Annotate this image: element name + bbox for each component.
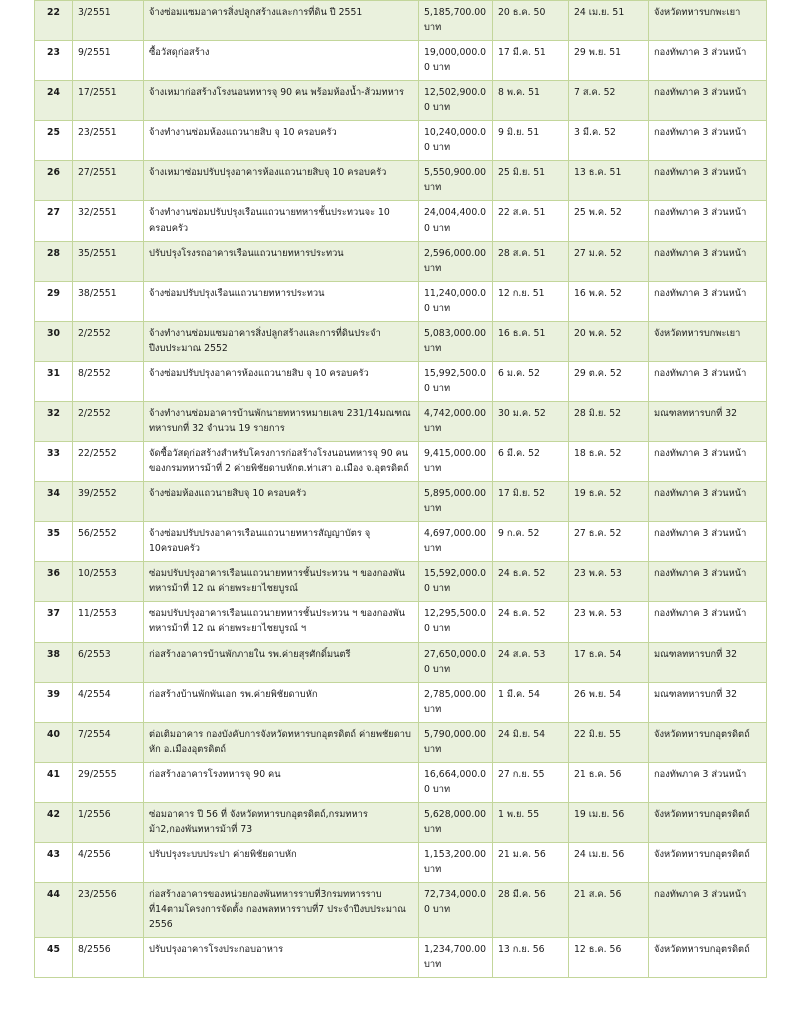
cell-description: ก่อสร้างอาคารบ้านพักภายใน รพ.ค่ายสุรศักดิ์มนตรี [144,642,419,682]
cell-end-date: 19 เม.ย. 56 [569,802,649,842]
table-row [35,281,767,321]
cell-start-date: 6 มี.ค. 52 [493,442,569,482]
cell-end-date: 16 พ.ค. 52 [569,281,649,321]
cell-row-number: 40 [35,722,73,762]
cell-start-date: 28 ส.ค. 51 [493,241,569,281]
cell-description: ปรับปรุงโรงรถอาคารเรือนแถวนายทหารประทวน [144,241,419,281]
table-row [35,802,767,842]
table-row [35,562,767,602]
table-row [35,602,767,642]
cell-end-date: 20 พ.ค. 52 [569,321,649,361]
cell-organization: กองทัพภาค 3 ส่วนหน้า [649,241,767,281]
cell-end-date: 25 พ.ค. 52 [569,201,649,241]
cell-amount: 15,992,500.00 บาท [419,361,493,401]
cell-contract-number: 7/2554 [73,722,144,762]
cell-organization: กองทัพภาค 3 ส่วนหน้า [649,602,767,642]
cell-start-date: 17 มิ.ย. 52 [493,482,569,522]
cell-row-number: 39 [35,682,73,722]
cell-row-number: 44 [35,883,73,938]
cell-contract-number: 32/2551 [73,201,144,241]
cell-organization: กองทัพภาค 3 ส่วนหน้า [649,201,767,241]
cell-contract-number: 4/2554 [73,682,144,722]
table-row [35,522,767,562]
cell-contract-number: 10/2553 [73,562,144,602]
cell-contract-number: 3/2551 [73,1,144,41]
cell-description: ซ่อมอาคาร ปี 56 ที่ จังหวัดทหารบกอุตรดิตถ์,กรมทหารม้า2,กองพันทหารม้าที่ 73 [144,802,419,842]
cell-end-date: 23 พ.ค. 53 [569,562,649,602]
table-row [35,482,767,522]
cell-description: ก่อสร้างบ้านพักพันเอก รพ.ค่ายพิชัยดาบหัก [144,682,419,722]
cell-contract-number: 11/2553 [73,602,144,642]
cell-amount: 19,000,000.00 บาท [419,41,493,81]
table-row [35,161,767,201]
cell-row-number: 43 [35,842,73,882]
cell-amount: 5,083,000.00 บาท [419,321,493,361]
cell-amount: 12,295,500.00 บาท [419,602,493,642]
cell-contract-number: 23/2551 [73,121,144,161]
cell-row-number: 42 [35,802,73,842]
cell-contract-number: 2/2552 [73,401,144,441]
cell-start-date: 28 มี.ค. 56 [493,883,569,938]
table-row [35,361,767,401]
cell-start-date: 1 มี.ค. 54 [493,682,569,722]
cell-contract-number: 4/2556 [73,842,144,882]
table-row [35,241,767,281]
cell-start-date: 20 ธ.ค. 50 [493,1,569,41]
table-body [35,1,767,978]
cell-amount: 1,153,200.00 บาท [419,842,493,882]
cell-organization: มณฑลทหารบกที่ 32 [649,401,767,441]
table-row [35,682,767,722]
cell-end-date: 28 มิ.ย. 52 [569,401,649,441]
cell-amount: 15,592,000.00 บาท [419,562,493,602]
cell-end-date: 21 ส.ค. 56 [569,883,649,938]
cell-description: จ้างซ่อมแซมอาคารสิ่งปลูกสร้างและการที่ดิน ปี 2551 [144,1,419,41]
cell-amount: 5,790,000.00 บาท [419,722,493,762]
cell-contract-number: 9/2551 [73,41,144,81]
cell-end-date: 19 ธ.ค. 52 [569,482,649,522]
cell-end-date: 7 ส.ค. 52 [569,81,649,121]
cell-organization: กองทัพภาค 3 ส่วนหน้า [649,121,767,161]
cell-row-number: 41 [35,762,73,802]
cell-amount: 12,502,900.00 บาท [419,81,493,121]
cell-end-date: 21 ธ.ค. 56 [569,762,649,802]
cell-start-date: 6 ม.ค. 52 [493,361,569,401]
cell-start-date: 27 ก.ย. 55 [493,762,569,802]
table-row [35,1,767,41]
cell-row-number: 45 [35,938,73,978]
cell-end-date: 24 เม.ย. 56 [569,842,649,882]
cell-row-number: 23 [35,41,73,81]
cell-organization: กองทัพภาค 3 ส่วนหน้า [649,281,767,321]
cell-amount: 5,185,700.00 บาท [419,1,493,41]
cell-row-number: 37 [35,602,73,642]
cell-amount: 9,415,000.00 บาท [419,442,493,482]
cell-start-date: 25 มิ.ย. 51 [493,161,569,201]
cell-end-date: 12 ธ.ค. 56 [569,938,649,978]
cell-contract-number: 29/2555 [73,762,144,802]
cell-contract-number: 8/2556 [73,938,144,978]
cell-contract-number: 56/2552 [73,522,144,562]
cell-amount: 2,785,000.00 บาท [419,682,493,722]
cell-row-number: 25 [35,121,73,161]
cell-start-date: 13 ก.ย. 56 [493,938,569,978]
cell-row-number: 29 [35,281,73,321]
table-row [35,401,767,441]
cell-start-date: 8 พ.ค. 51 [493,81,569,121]
cell-start-date: 12 ก.ย. 51 [493,281,569,321]
cell-end-date: 3 มี.ค. 52 [569,121,649,161]
cell-organization: กองทัพภาค 3 ส่วนหน้า [649,442,767,482]
table-row [35,938,767,978]
cell-organization: กองทัพภาค 3 ส่วนหน้า [649,41,767,81]
cell-start-date: 22 ส.ค. 51 [493,201,569,241]
procurement-contract-table [34,0,767,978]
cell-start-date: 9 ก.ค. 52 [493,522,569,562]
cell-start-date: 1 พ.ย. 55 [493,802,569,842]
cell-end-date: 29 ต.ค. 52 [569,361,649,401]
cell-description: ปรับปรุงอาคารโรงประกอบอาหาร [144,938,419,978]
table-row [35,321,767,361]
cell-row-number: 24 [35,81,73,121]
cell-row-number: 22 [35,1,73,41]
cell-row-number: 28 [35,241,73,281]
cell-start-date: 21 ม.ค. 56 [493,842,569,882]
cell-end-date: 17 ธ.ค. 54 [569,642,649,682]
cell-contract-number: 8/2552 [73,361,144,401]
cell-organization: จังหวัดทหารบกอุตรดิตถ์ [649,938,767,978]
cell-row-number: 30 [35,321,73,361]
cell-description: จ้างซ่อมปรับปรุงอาคารห้องแถวนายสิบ จุ 10 ครอบครัว [144,361,419,401]
cell-row-number: 27 [35,201,73,241]
cell-contract-number: 2/2552 [73,321,144,361]
cell-contract-number: 23/2556 [73,883,144,938]
table-row [35,201,767,241]
cell-organization: มณฑลทหารบกที่ 32 [649,642,767,682]
cell-start-date: 9 มิ.ย. 51 [493,121,569,161]
cell-row-number: 36 [35,562,73,602]
cell-contract-number: 17/2551 [73,81,144,121]
cell-description: ปรับปรุงระบบประปา ค่ายพิชัยดาบหัก [144,842,419,882]
cell-contract-number: 35/2551 [73,241,144,281]
cell-row-number: 38 [35,642,73,682]
table-row [35,722,767,762]
cell-start-date: 24 ส.ค. 53 [493,642,569,682]
cell-contract-number: 27/2551 [73,161,144,201]
cell-row-number: 33 [35,442,73,482]
cell-description: ซื้อวัสดุก่อสร้าง [144,41,419,81]
cell-description: จ้างทำงานซ่อมอาคารบ้านพักนายทหารหมายเลข 231/14มณฑณทหารบกที่ 32 จำนวน 19 รายการ [144,401,419,441]
table-row [35,81,767,121]
cell-start-date: 17 มี.ค. 51 [493,41,569,81]
cell-description: ซอมปรับปรุงอาคารเรือนแถวนายทหารชั้นประทวน ฯ ของกองพันทหารม้าที่ 12 ณ ค่ายพระยาไชยบูรณ์ ฯ [144,602,419,642]
cell-description: จัดซื้อวัสดุก่อสร้างสำหรับโครงการก่อสร้างโรงนอนทหารจุ 90 คน ของกรมทหารม้าที่ 2 ค่ายพิชัยดาบหักต.ท่าเสา อ.เมือง จ.อุตรดิตถ์ [144,442,419,482]
cell-amount: 5,895,000.00 บาท [419,482,493,522]
procurement-table-container [34,0,766,978]
cell-amount: 24,004,400.00 บาท [419,201,493,241]
table-row [35,41,767,81]
cell-start-date: 30 ม.ค. 52 [493,401,569,441]
cell-organization: กองทัพภาค 3 ส่วนหน้า [649,522,767,562]
cell-description: จ้างเหมาซ่อมปรับปรุงอาคารห้องแถวนายสิบจุ 10 ครอบครัว [144,161,419,201]
cell-contract-number: 22/2552 [73,442,144,482]
cell-description: ต่อเติมอาคาร กองบังคับการจังหวัดทหารบกอุตรดิตถ์ ค่ายพชัยดาบหัก อ.เมืองอุตรดิตถ์ [144,722,419,762]
table-row [35,762,767,802]
cell-amount: 5,628,000.00 บาท [419,802,493,842]
cell-amount: 2,596,000.00 บาท [419,241,493,281]
cell-contract-number: 39/2552 [73,482,144,522]
cell-description: ก่อสร้างอาคารโรงทหารจุ 90 คน [144,762,419,802]
cell-amount: 72,734,000.00 บาท [419,883,493,938]
cell-organization: กองทัพภาค 3 ส่วนหน้า [649,81,767,121]
cell-end-date: 22 มิ.ย. 55 [569,722,649,762]
cell-end-date: 13 ธ.ค. 51 [569,161,649,201]
cell-organization: จังหวัดทหารบกอุตรดิตถ์ [649,842,767,882]
cell-organization: กองทัพภาค 3 ส่วนหน้า [649,361,767,401]
cell-organization: จังหวัดทหารบกพะเยา [649,321,767,361]
cell-start-date: 16 ธ.ค. 51 [493,321,569,361]
cell-amount: 27,650,000.00 บาท [419,642,493,682]
cell-description: จ้างทำงานซ่อมปรับปรุงเรือนแถวนายทหารชั้นประทวนจะ 10 ครอบครัว [144,201,419,241]
cell-organization: กองทัพภาค 3 ส่วนหน้า [649,482,767,522]
cell-end-date: 23 พ.ค. 53 [569,602,649,642]
cell-amount: 11,240,000.00 บาท [419,281,493,321]
cell-organization: จังหวัดทหารบกอุตรดิตถ์ [649,802,767,842]
cell-organization: กองทัพภาค 3 ส่วนหน้า [649,562,767,602]
cell-organization: กองทัพภาค 3 ส่วนหน้า [649,762,767,802]
cell-end-date: 18 ธ.ค. 52 [569,442,649,482]
cell-contract-number: 1/2556 [73,802,144,842]
cell-amount: 16,664,000.00 บาท [419,762,493,802]
cell-organization: กองทัพภาค 3 ส่วนหน้า [649,883,767,938]
cell-description: ซ่อมปรับปรุงอาคารเรือนแถวนายทหารชั้นประทวน ฯ ของกองพันทหารม้าที่ 12 ณ ค่ายพระยาไชยบูรณ์ [144,562,419,602]
cell-description: จ้างเหมาก่อสร้างโรงนอนทหารจุ 90 คน พร้อมห้องน้ำ-ส้วมทหาร [144,81,419,121]
cell-amount: 1,234,700.00 บาท [419,938,493,978]
cell-start-date: 24 ธ.ค. 52 [493,562,569,602]
cell-organization: มณฑลทหารบกที่ 32 [649,682,767,722]
cell-organization: กองทัพภาค 3 ส่วนหน้า [649,161,767,201]
cell-start-date: 24 ธ.ค. 52 [493,602,569,642]
table-row [35,442,767,482]
cell-description: จ้างซ่อมปรับปรงอาคารเรือนแถวนายทหารสัญญาบัตร จุ 10ครอบครัว [144,522,419,562]
cell-row-number: 34 [35,482,73,522]
cell-description: จ้างทำงานซ่อมแซมอาคารสิ่งปลูกสร้างและการที่ดินประจำปีงบประมาณ 2552 [144,321,419,361]
cell-contract-number: 38/2551 [73,281,144,321]
cell-amount: 5,550,900.00 บาท [419,161,493,201]
table-row [35,642,767,682]
cell-start-date: 24 มิ.ย. 54 [493,722,569,762]
cell-organization: จังหวัดทหารบกพะเยา [649,1,767,41]
cell-contract-number: 6/2553 [73,642,144,682]
cell-organization: จังหวัดทหารบกอุตรดิตถ์ [649,722,767,762]
cell-description: จ้างซ่อมห้องแถวนายสิบจุ 10 ครอบครัว [144,482,419,522]
cell-row-number: 26 [35,161,73,201]
table-row [35,121,767,161]
cell-description: ก่อสร้างอาคารของหน่วยกองพันทหารราบที่3กรมทหารราบที่14ตามโครงการจัดตั้ง กองพลทหารราบที่7 ประจำปีงบประมาณ 2556 [144,883,419,938]
cell-row-number: 35 [35,522,73,562]
cell-row-number: 31 [35,361,73,401]
cell-end-date: 26 พ.ย. 54 [569,682,649,722]
cell-end-date: 27 ธ.ค. 52 [569,522,649,562]
cell-end-date: 29 พ.ย. 51 [569,41,649,81]
cell-description: จ้างซ่อมปรับปรุงเรือนแถวนายทหารประทวน [144,281,419,321]
cell-amount: 4,697,000.00 บาท [419,522,493,562]
cell-end-date: 24 เม.ย. 51 [569,1,649,41]
table-row [35,842,767,882]
cell-amount: 10,240,000.00 บาท [419,121,493,161]
cell-end-date: 27 ม.ค. 52 [569,241,649,281]
cell-description: จ้างทำงานซ่อมห้องแถวนายสิบ จุ 10 ครอบครัว [144,121,419,161]
table-row [35,883,767,938]
cell-row-number: 32 [35,401,73,441]
cell-amount: 4,742,000.00 บาท [419,401,493,441]
